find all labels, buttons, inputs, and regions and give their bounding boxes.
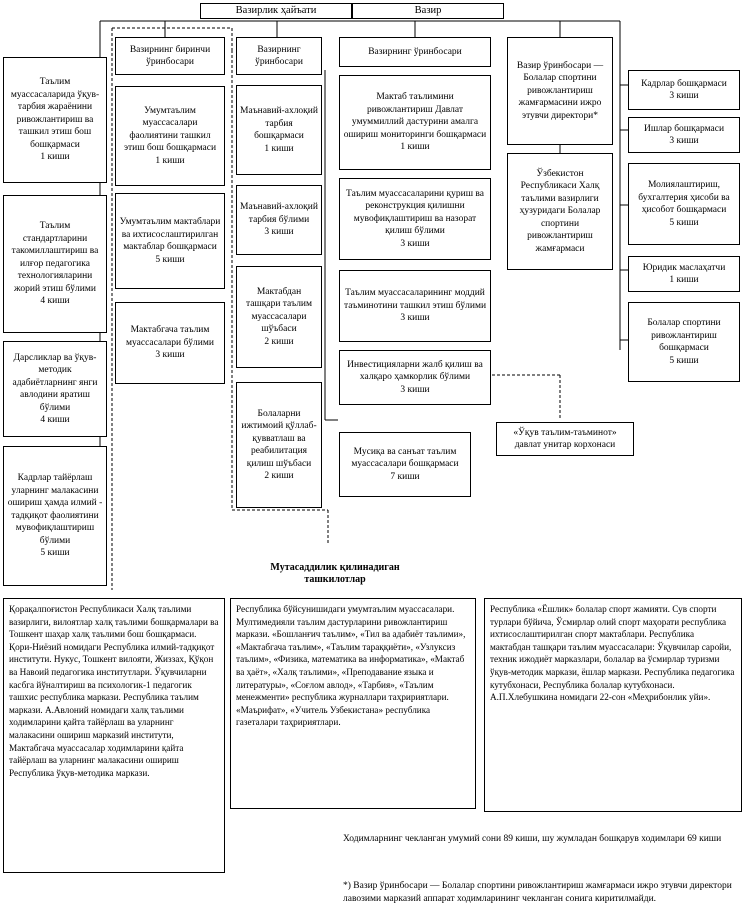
- unit-count: 2 киши: [264, 336, 294, 347]
- deputy2-box: [236, 37, 322, 75]
- unit-name: Умумтаълим муассасалари фаолиятини ташкил этиш бош бошқармаси: [123, 105, 217, 154]
- deputy2-unit-3: [236, 266, 322, 368]
- coordinated-box-1: [3, 598, 225, 873]
- unit-name: Мактаб таълимини ривожлантириш Давлат умуммиллий дастурини амалга ошириш мониторинги бошқармаси: [343, 92, 487, 140]
- deputy3-unit-3: [339, 270, 491, 342]
- first-deputy-unit-3: [115, 302, 225, 384]
- unit-name: Молиялаштириш, бухгалтерия ҳисоби ва ҳисобот бошқармаси: [638, 180, 730, 215]
- left-unit-3: [3, 341, 107, 437]
- deputy3-box: [339, 37, 491, 67]
- unit-name: Таълим муассасаларининг моддий таъминотини ташкил этиш бўлими: [343, 288, 487, 311]
- unit-name: Болалар спортини ривожлантириш бошқармаси: [647, 318, 721, 353]
- left-unit-4: [3, 446, 107, 586]
- deputy3-unit-4: [339, 350, 491, 405]
- left-unit-2: [3, 195, 107, 333]
- first-deputy-unit-2: [115, 193, 225, 289]
- unit-count: 3 киши: [155, 350, 185, 361]
- unit-name: Таълим муассасаларини қуриш ва реконструкция қилишни мувофиқлаштириш ва назорат қилиш бўлими: [346, 188, 484, 237]
- unit-name: Ишлар бошқармаси: [643, 123, 725, 134]
- unit-count: 4 киши: [40, 415, 70, 425]
- unit-name: Таълим стандартларини такомиллаштириш ва илғор педагогика технологияларини жорий этиш бўлими: [11, 221, 99, 294]
- unit-count: 1 киши: [264, 143, 294, 154]
- unit-name: Маънавий-ахлоқий тарбия бошқармаси: [240, 106, 318, 141]
- coordinated-box-2: [230, 598, 476, 809]
- coordinated-box-3: [484, 598, 742, 812]
- deputy2-unit-2: [236, 185, 322, 255]
- unit-count: 5 киши: [669, 217, 699, 228]
- ministry-council-label: Вазирлик ҳайъати: [235, 4, 317, 16]
- deputy4-unit: [507, 153, 613, 270]
- ministry-council-box: [200, 3, 352, 19]
- first-deputy-unit-1: [115, 86, 225, 186]
- deputy2-title: Вазирнинг ўринбосари: [255, 44, 303, 67]
- right-unit-3: [628, 163, 740, 245]
- coordinated-title: Мутасаддилик қилинадиган ташкилотлар: [270, 562, 400, 585]
- right-unit-4: [628, 256, 740, 292]
- unit-count: 3 киши: [400, 313, 430, 324]
- deputy3-unit-2: [339, 178, 491, 260]
- unit-count: 3 киши: [669, 91, 699, 101]
- deputy4-title: Вазир ўринбосари — Болалар спортини ривожлантириш жамғармасини ижро этувчи директори*: [516, 60, 604, 121]
- unit-name: Кадрлар бошқармаси: [641, 78, 727, 89]
- left-unit-1: [3, 57, 107, 183]
- unit-count: 5 киши: [669, 355, 699, 366]
- unit-name: Маънавий-ахлоқий тарбия бўлими: [240, 202, 318, 225]
- right-unit-5: [628, 302, 740, 382]
- unit-name: Мактабгача таълим муассасалари бўлими: [126, 325, 214, 348]
- footnote: *) Вазир ўринбосари — Болалар спортини ривожлантириш жамғармаси ижро этувчи директори лавозими марказий аппарат ходимларининг чекланган сонига киритилмайди.: [343, 881, 732, 904]
- first-deputy-box: [115, 37, 225, 75]
- coordinated-box-1-text: Қорақалпоғистон Республикаси Халқ таълими вазирлиги, вилоятлар халқ таълими бошқармалари ва Тошкент шаҳар халқ таълими бош бошқармаси. Қори-Ниёзий номидаги Республика илмий-тадқиқот институти. Нукус, Тошкент вилояти, Жиззах, Қўқон ва Навоий педагогика институтлари. Ўқувчиларни касбга йўналтириш ва психологик-1 педагогик ташхис республика маркази. Республика таълим маркази. А.Авлоний номидаги халқ таълими ходимларини қайта тайёрлаш ва уларнинг малакасини ошириш марказий институти, Мактабгача муассасалар ходимларини қайта тайёрлаш ва уларнинг малакасини ошириш Республика ўқув-методика маркази.: [9, 604, 219, 778]
- unit-name: Таълим муассасаларида ўқув-тарбия жараёнини ривожлантириш ва ташкил этиш бош бошқармаси: [10, 77, 100, 150]
- coordinated-box-3-text: Республика «Ёшлик» болалар спорт жамияти. Сув спорти турлари бўйича, Ўсмирлар олий спорт маҳорати республика ихтисослаштирилган спорт мактаблари. Республика мактабдан ташқари таълим муассасалари: Ўқувчилар саройи, техник ижодиёт марказлари, болалар ва ўсмирлар туризми ўқув-методик маркази, ёшлар маркази. Республика педагогика кутубхонаси, Республика болалар кутубхонаси. А.П.Хлебушкина номидаги 22-сон «Меҳрибонлик уйи».: [490, 604, 735, 703]
- deputy3-title: Вазирнинг ўринбосари: [368, 46, 462, 57]
- unit-name: Кадрлар тайёрлаш уларнинг малакасини ошириш ҳамда илмий - тадқиқот фаолиятини мувофиқлаштириш бўлими: [7, 473, 103, 546]
- deputy3-unit-5: [339, 432, 471, 497]
- minister-box: [352, 3, 504, 19]
- total-staff-note: Ходимларнинг чекланган умумий сони 89 киши, шу жумладан бошқарув ходимлари 69 киши: [343, 834, 722, 844]
- deputy4-box: [507, 37, 613, 145]
- unit-count: 1 киши: [40, 152, 70, 163]
- enterprise-box: [496, 422, 634, 456]
- deputy3-unit-1: [339, 75, 491, 170]
- unit-count: 1 киши: [155, 155, 185, 166]
- unit-count: 3 киши: [669, 136, 699, 146]
- unit-count: 5 киши: [155, 254, 185, 265]
- unit-count: 3 киши: [400, 238, 430, 249]
- unit-name: Мактабдан ташқари таълим муассасалари шўъбаси: [245, 286, 313, 335]
- unit-count: 4 киши: [40, 296, 70, 307]
- unit-name: Юридик маслаҳатчи: [642, 262, 726, 273]
- unit-count: 3 киши: [400, 384, 430, 395]
- unit-name: Инвестицияларни жалб қилиш ва халқаро ҳамкорлик бўлими: [347, 359, 483, 383]
- unit-count: 2 киши: [264, 471, 294, 481]
- deputy2-unit-4: [236, 382, 322, 508]
- first-deputy-title: Вазирнинг биринчи ўринбосари: [129, 44, 211, 67]
- unit-name: Дарсликлар ва ўқув-методик адабиётларнинг янги авлодини яратиш бўлими: [12, 352, 98, 413]
- deputy2-unit-1: [236, 85, 322, 175]
- unit-count: 7 киши: [390, 471, 420, 482]
- unit-count: 1 киши: [400, 142, 430, 153]
- unit-count: 1 киши: [669, 275, 699, 285]
- coordinated-box-2-text: Республика бўйсунишидаги умумтаълим муассасалари. Мултимедияли таълим дастурларини ривожлантириш маркази. «Бошланғич таълим», «Тил ва адабиёт таълими», «Мактабгача таълим», «Таълим тараққиёти», «Узлуксиз таълим», «Физика, математика ва информатика», «Мактаб ва ҳаёт», «Халқ таълими», «Преподавание языка и литературы», «Соғлом авлод», «Тарбия», «Таълим менежменти» республика журналлари таҳририятлари. «Маърифат», «Учитель Узбекистана» республика газеталари таҳририятлари.: [236, 604, 466, 728]
- unit-name: Умумтаълим мактаблари ва ихтисослаштирилган мактаблар бошқармаси: [119, 217, 221, 252]
- enterprise-label: «Ўқув таълим-таъминот» давлат унитар корхонаси: [513, 427, 617, 450]
- unit-count: 3 киши: [264, 227, 294, 238]
- right-unit-1: [628, 70, 740, 110]
- unit-count: 5 киши: [40, 548, 70, 559]
- unit-name: Ўзбекистон Республикаси Халқ таълими вазирлиги ҳузуридаги Болалар спортини ривожлантириш жамғармаси: [519, 168, 601, 254]
- minister-label: Вазир: [414, 4, 442, 16]
- unit-name: Мусиқа ва санъат таълим муассасалари бошқармаси: [351, 446, 459, 470]
- right-unit-2: [628, 117, 740, 153]
- unit-name: Болаларни ижтимоий қўллаб-қувватлаш ва реабилитация қилиш шўъбаси: [241, 408, 317, 469]
